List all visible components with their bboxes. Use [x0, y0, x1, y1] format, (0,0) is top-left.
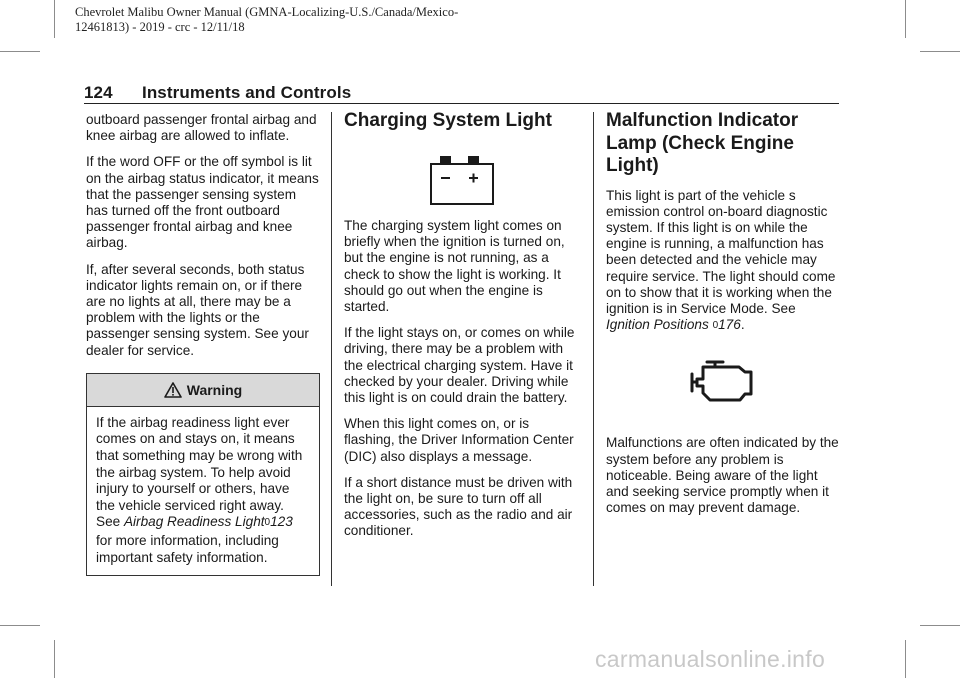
paragraph [606, 188, 841, 336]
column-malfunction [606, 112, 841, 526]
warning-title: Warning [186, 381, 243, 398]
paragraph: The charging system light comes on briefly when the ignition is turned on, but the engine is not running, as a check to show the light is working. It should go out when the engine is started. [344, 218, 565, 315]
charging-heading: Charging System Light [344, 110, 552, 131]
heading-rule [84, 103, 839, 104]
manual-title: Chevrolet Malibu Owner Manual (GMNA-Localizing-U.S./Canada/Mexico- [75, 5, 459, 19]
engine-icon [690, 359, 754, 403]
airbag-readiness-link[interactable]: Airbag Readiness Light [123, 514, 265, 530]
column-airbag [86, 112, 320, 576]
crop-mark [0, 51, 40, 52]
crop-mark [920, 51, 960, 52]
page-ref-symbol: 0 [264, 517, 271, 529]
crop-mark [54, 0, 55, 38]
paragraph-text: This light is part of the vehicle s emission control on-board diagnostic system. If this light is on while the engine is running, a malfunction has been detected and the vehicle may require service. The light should come on to show that it is working when the ignition is in Service Mode. See [606, 187, 836, 316]
paragraph: If, after several seconds, both status indicator lights remain on, or if there are no lights at all, there may be a problem with the lights or the passenger sensing system. See your dealer for service. [86, 261, 309, 358]
paragraph-text: . [740, 317, 745, 333]
warning-text-start: If the airbag readiness light ever comes on and stays on, it means that something may be wrong with the airbag system. To help avoid injury to yourself or others, have the vehicle serviced right away. See [96, 414, 303, 530]
battery-icon [430, 156, 494, 206]
crop-mark [54, 640, 55, 678]
crop-mark [0, 625, 40, 626]
warning-box [86, 373, 320, 576]
manual-header [75, 5, 575, 35]
ignition-positions-link[interactable]: Ignition Positions [606, 317, 709, 333]
warning-triangle-icon [164, 382, 182, 398]
paragraph: If the word OFF or the off symbol is lit on the airbag status indicator, it means that the passenger sensing system has turned off the front outboard passenger frontal airbag and knee airbag. [86, 154, 319, 251]
column-divider [331, 112, 332, 586]
airbag-page-ref[interactable]: 123 [270, 514, 293, 530]
paragraph: Malfunctions are often indicated by the system before any problem is noticeable. Being aware of the light and seeking service promptly when it comes on may prevent damage. [606, 435, 839, 516]
warning-text [87, 407, 319, 575]
warning-header [87, 374, 319, 407]
paragraph: If a short distance must be driven with the light on, be sure to turn off all accessories, such as the radio and air conditioner. [344, 474, 573, 539]
paragraph: When this light comes on, or is flashing, the Driver Information Center (DIC) also displays a message. [344, 416, 574, 464]
malfunction-heading: Malfunction Indicator Lamp (Check Engine Light) [606, 110, 799, 176]
page-ref-symbol: 0 [712, 320, 719, 332]
crop-mark [905, 640, 906, 678]
paragraph: outboard passenger frontal airbag and knee airbag are allowed to inflate. [86, 112, 317, 144]
column-divider [593, 112, 594, 586]
manual-code: 12461813) - 2019 - crc - 12/11/18 [75, 20, 245, 34]
warning-text-end: for more information, including important safety information. [96, 533, 279, 565]
crop-mark [920, 625, 960, 626]
column-charging [344, 112, 579, 550]
crop-mark [905, 0, 906, 38]
ignition-page-ref[interactable]: 176 [718, 317, 741, 333]
paragraph: If the light stays on, or comes on while driving, there may be a problem with the electrical charging system. Have it checked by your dealer. Driving while this light is on could drain the battery. [344, 325, 575, 406]
section-title: Instruments and Controls [142, 83, 352, 102]
page-heading [84, 83, 839, 103]
page-number: 124 [84, 83, 113, 102]
watermark: carmanualsonline.info [595, 646, 826, 672]
